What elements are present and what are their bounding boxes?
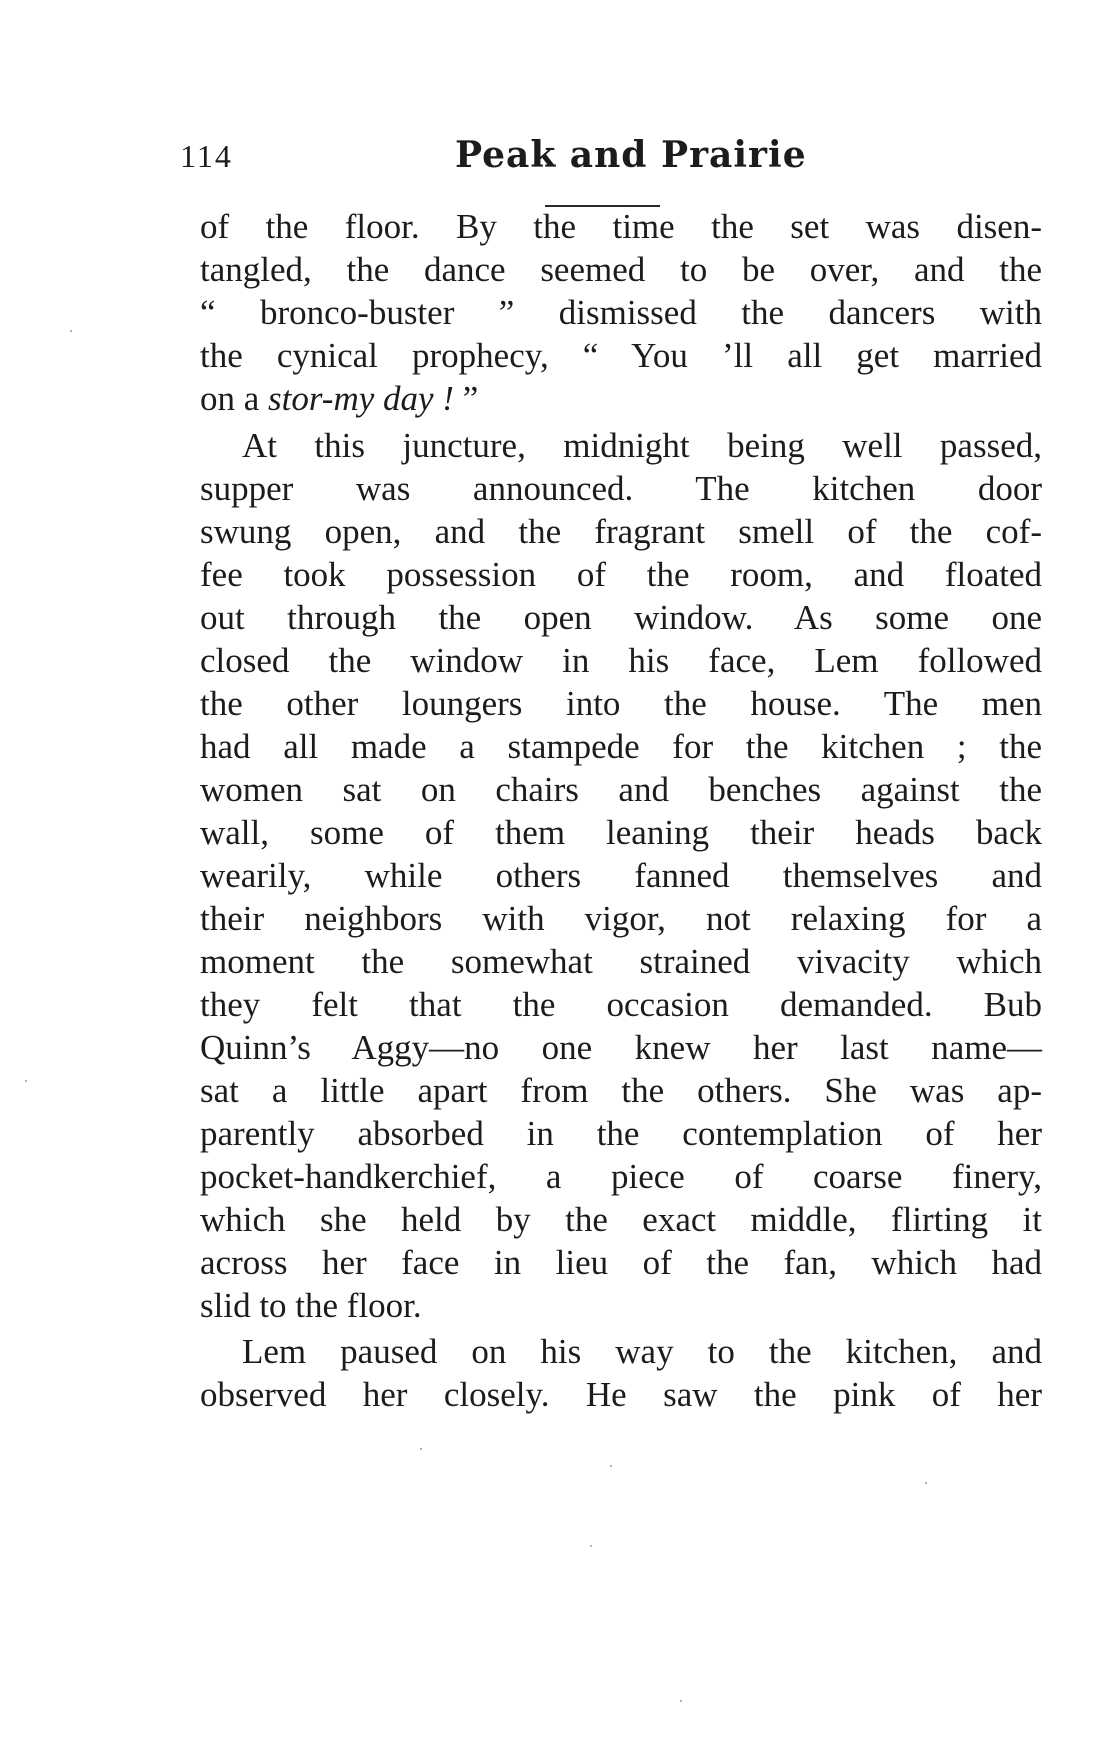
- text-line: At this juncture, midnight being well passed,: [242, 426, 1042, 465]
- text-line: tangled, the dance seemed to be over, and the: [200, 250, 1042, 289]
- text-line: slid to the floor.: [200, 1286, 422, 1325]
- text-line: women sat on chairs and benches against the: [200, 770, 1042, 809]
- scan-speck: [610, 1465, 612, 1467]
- text-line: had all made a stampede for the kitchen ; the: [200, 727, 1042, 766]
- scan-speck: [680, 1700, 682, 1702]
- text-line: wall, some of them leaning their heads back: [200, 813, 1042, 852]
- text-line: on a stor-my day ! ”: [200, 379, 479, 418]
- scan-speck: [25, 1080, 27, 1082]
- running-title: Peak and Prairie: [455, 134, 807, 176]
- text-line: Quinn’s Aggy—no one knew her last name—: [200, 1028, 1042, 1067]
- scan-speck: [590, 1545, 592, 1547]
- text-line: of the floor. By the time the set was disen-: [200, 207, 1042, 246]
- text-line: wearily, while others fanned themselves and: [200, 856, 1042, 895]
- text-line: observed her closely. He saw the pink of her: [200, 1375, 1042, 1414]
- text-line: fee took possession of the room, and floated: [200, 555, 1042, 594]
- scan-speck: [70, 330, 72, 332]
- text-line: parently absorbed in the contemplation of her: [200, 1114, 1042, 1153]
- text-line: Lem paused on his way to the kitchen, and: [242, 1332, 1042, 1371]
- text-line: which she held by the exact middle, flirting it: [200, 1200, 1042, 1239]
- text-line: “ bronco-buster ” dismissed the dancers with: [200, 293, 1042, 332]
- text-line: the cynical prophecy, “ You ’ll all get married: [200, 336, 1042, 375]
- scan-speck: [420, 1448, 422, 1450]
- text-line: supper was announced. The kitchen door: [200, 469, 1042, 508]
- text-line: moment the somewhat strained vivacity which: [200, 942, 1042, 981]
- text-line: their neighbors with vigor, not relaxing for a: [200, 899, 1042, 938]
- text-line: out through the open window. As some one: [200, 598, 1042, 637]
- text-line: they felt that the occasion demanded. Bub: [200, 985, 1042, 1024]
- text-line: closed the window in his face, Lem followed: [200, 641, 1042, 680]
- text-line: across her face in lieu of the fan, which had: [200, 1243, 1042, 1282]
- text-line: the other loungers into the house. The men: [200, 684, 1042, 723]
- text-line: sat a little apart from the others. She was ap-: [200, 1071, 1042, 1110]
- scan-speck: [925, 1482, 927, 1484]
- text-line: swung open, and the fragrant smell of the cof-: [200, 512, 1042, 551]
- text-line: pocket-handkerchief, a piece of coarse finery,: [200, 1157, 1042, 1196]
- italic-phrase: stor-my day !: [268, 379, 454, 418]
- page-number: 114: [180, 138, 233, 174]
